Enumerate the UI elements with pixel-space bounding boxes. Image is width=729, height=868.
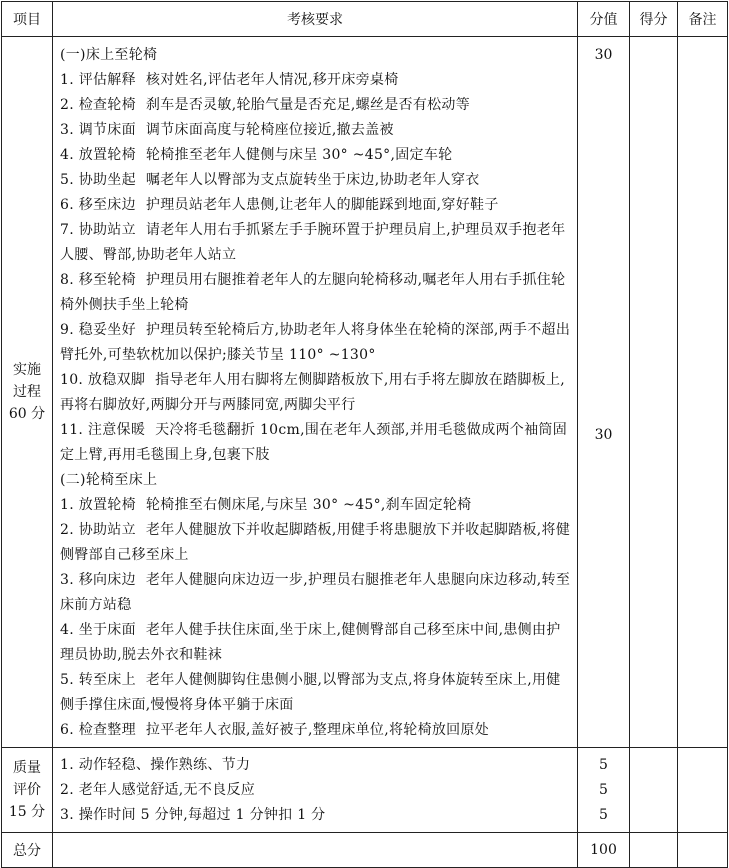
total-row	[2, 833, 728, 868]
process-label-line: 过程	[13, 384, 41, 400]
part1-step: 7. 协助站立 请老年人用右手抓紧左手手腕环置于护理员肩上,护理员双手抱老年人腰、臀部,协助老年人站立	[60, 222, 566, 263]
part1-step: 1. 评估解释 核对姓名,评估老年人情况,移开床旁桌椅	[60, 72, 399, 88]
part1-step: 5. 协助坐起 嘱老年人以臀部为支点旋转坐于床边,协助老年人穿衣	[60, 172, 480, 188]
quality-item: 2. 老年人感觉舒适,无不良反应	[60, 782, 256, 798]
part2-step: 2. 协助站立 老年人健腿放下并收起脚踏板,用健手将患腿放下并收起脚踏板,将健侧臀部自己移至床上	[60, 522, 571, 563]
part2-step: 3. 移向床边 老年人健腿向床边迈一步,护理员右腿推老年人患腿向床边移动,转至床前方站稳	[60, 572, 571, 613]
header-score: 分值	[578, 2, 630, 37]
quality-scores	[578, 748, 630, 833]
total-got-cell[interactable]	[630, 833, 678, 868]
quality-got-cell[interactable]	[630, 748, 678, 833]
quality-requirements	[53, 748, 578, 833]
total-empty	[53, 833, 578, 868]
part2-step: 6. 检查整理 拉平老年人衣服,盖好被子,整理床单位,将轮椅放回原处	[60, 722, 490, 738]
header-got: 得分	[630, 2, 678, 37]
process-label-line: 60 分	[8, 406, 46, 422]
quality-score: 5	[599, 807, 608, 823]
quality-item: 3. 操作时间 5 分钟,每超过 1 分钟扣 1 分	[60, 807, 326, 823]
part1-step: 8. 移至轮椅 护理员用右腿推着老年人的左腿向轮椅移动,嘱老年人用右手抓住轮椅外侧扶手坐上轮椅	[60, 272, 566, 313]
part2-step: 5. 转至床上 老年人健侧脚钩住患侧小腿,以臀部为支点,将身体旋转至床上,用健侧手撑住床面,慢慢将身体平躺于床面	[60, 672, 561, 713]
process-scores	[578, 37, 630, 748]
process-requirements	[53, 37, 578, 748]
part1-step: 4. 放置轮椅 轮椅推至老年人健侧与床呈 30° ~45°,固定车轮	[60, 147, 453, 163]
part1-step: 10. 放稳双脚 指导老年人用右脚将左侧脚踏板放下,用右手将左脚放在踏脚板上,再将右脚放好,两脚分开与两膝同宽,两脚尖平行	[60, 372, 566, 413]
part2-step: 1. 放置轮椅 轮椅推至右侧床尾,与床呈 30° ~45°,刹车固定轮椅	[60, 497, 472, 513]
quality-label-line: 评价	[13, 782, 41, 798]
quality-item: 1. 动作轻稳、操作熟练、节力	[60, 757, 251, 773]
part1-step: 9. 稳妥坐好 护理员转至轮椅后方,协助老年人将身体坐在轮椅的深部,两手不超出臂托外,可垫软枕加以保护;膝关节呈 110° ~130°	[60, 322, 571, 363]
part1-step: 3. 调节床面 调节床面高度与轮椅座位接近,撤去盖被	[60, 122, 394, 138]
part1-step: 6. 移至床边 护理员站老年人患侧,让老年人的脚能踩到地面,穿好鞋子	[60, 197, 499, 213]
quality-remark-cell[interactable]	[678, 748, 728, 833]
quality-label-line: 质量	[13, 760, 41, 776]
total-label: 总分	[2, 833, 53, 868]
header-row	[2, 2, 728, 37]
process-got-cell[interactable]	[630, 37, 678, 748]
part1-step: 11. 注意保暖 天冷将毛毯翻折 10cm,围在老年人颈部,并用毛毯做成两个袖筒固定上臂,再用毛毯围上身,包裹下肢	[60, 422, 568, 463]
part1-title: (一)床上至轮椅	[60, 47, 158, 63]
quality-label	[2, 748, 53, 833]
quality-label-line: 15 分	[8, 804, 46, 820]
header-item: 项目	[2, 2, 53, 37]
part1-step: 2. 检查轮椅 刹车是否灵敏,轮胎气量是否充足,螺丝是否有松动等	[60, 97, 471, 113]
process-row	[2, 37, 728, 748]
part1-score: 30	[594, 47, 613, 63]
quality-score: 5	[599, 757, 608, 773]
quality-row	[2, 748, 728, 833]
part2-step: 4. 坐于床面 老年人健手扶住床面,坐于床上,健侧臀部自己移至床中间,患侧由护理员协助,脱去外衣和鞋袜	[60, 622, 561, 663]
process-label	[2, 37, 53, 748]
total-remark-cell[interactable]	[678, 833, 728, 868]
assessment-table	[1, 1, 728, 868]
process-label-line: 实施	[13, 362, 41, 378]
quality-score: 5	[599, 782, 608, 798]
part2-score: 30	[594, 427, 613, 443]
header-requirements: 考核要求	[53, 2, 578, 37]
part2-title: (二)轮椅至床上	[60, 472, 158, 488]
total-score: 100	[578, 833, 630, 868]
header-remark: 备注	[678, 2, 728, 37]
process-remark-cell[interactable]	[678, 37, 728, 748]
